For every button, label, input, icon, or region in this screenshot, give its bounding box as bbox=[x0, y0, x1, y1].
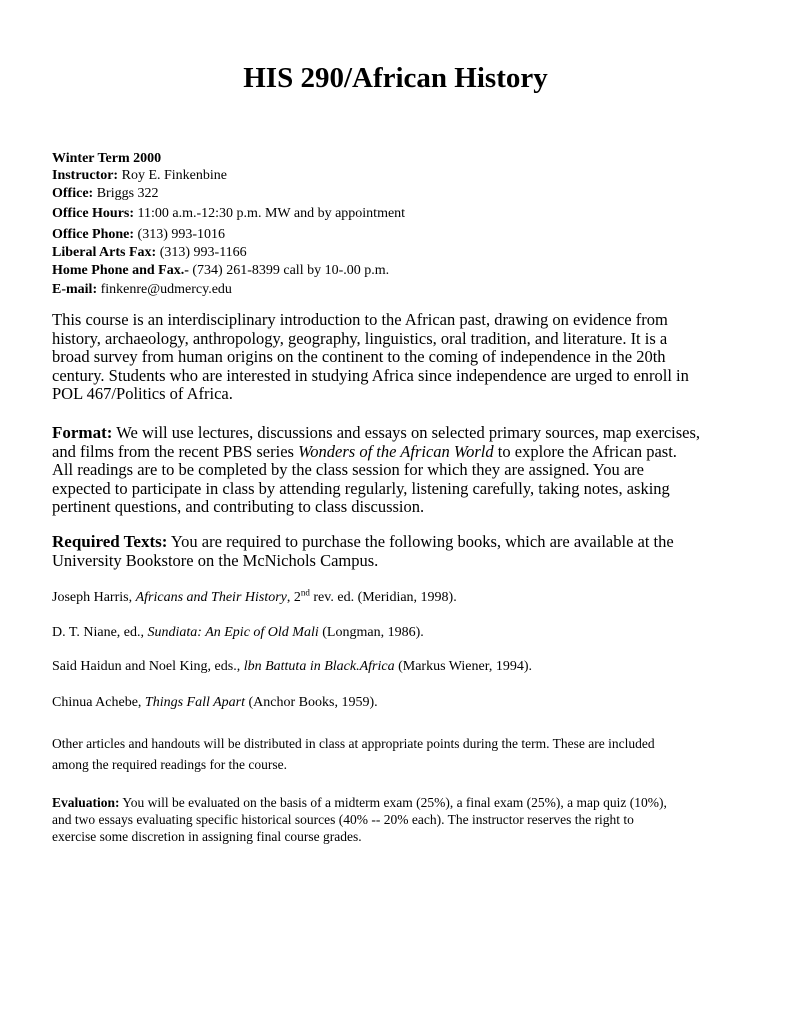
instructor-label: Instructor: bbox=[52, 168, 119, 183]
required-texts-heading: Required Texts: bbox=[52, 532, 168, 551]
required-line bbox=[52, 533, 772, 552]
pbs-series-title: Wonders of the African World bbox=[298, 441, 494, 461]
other-line: among the required readings for the course. bbox=[52, 757, 288, 772]
book-title: lbn Battuta in Black.Africa bbox=[243, 659, 395, 674]
office-line bbox=[52, 185, 159, 202]
home-line bbox=[52, 262, 389, 279]
page-title: HIS 290/African History bbox=[243, 62, 548, 94]
phone-value: (313) 993-1016 bbox=[134, 227, 226, 242]
term: Winter Term 2000 bbox=[52, 151, 162, 166]
format-line: All readings are to be completed by the class session for which they are assigned. You are bbox=[52, 460, 645, 480]
format-text: and films from the recent PBS series bbox=[52, 441, 299, 461]
intro-line: history, archaeology, anthropology, geography, linguistics, oral tradition, and literature. It is a bbox=[52, 328, 668, 348]
book-details: (Anchor Books, 1959). bbox=[245, 695, 378, 710]
book-author: Chinua Achebe, bbox=[52, 695, 145, 710]
evaluation-line: exercise some discretion in assigning final course grades. bbox=[52, 829, 362, 844]
home-label: Home Phone and Fax.- bbox=[52, 263, 189, 278]
book-item bbox=[52, 589, 457, 606]
email-label: E-mail: bbox=[52, 282, 98, 297]
book-details: (Markus Wiener, 1994). bbox=[394, 659, 532, 674]
book-title: Things Fall Apart bbox=[144, 695, 246, 710]
intro-paragraph bbox=[52, 311, 772, 404]
instructor-line bbox=[52, 167, 227, 184]
format-line bbox=[52, 424, 772, 443]
required-texts-paragraph bbox=[52, 533, 772, 570]
hours-line bbox=[52, 205, 405, 222]
book-details: rev. ed. (Meridian, 1998). bbox=[309, 590, 457, 605]
book-item bbox=[52, 694, 378, 711]
hours-value: 11:00 a.m.-12:30 p.m. MW and by appointment bbox=[134, 206, 406, 221]
fax-label: Liberal Arts Fax: bbox=[52, 245, 157, 260]
instructor-name: Roy E. Finkenbine bbox=[118, 168, 227, 183]
book-item bbox=[52, 658, 532, 675]
other-readings-paragraph bbox=[52, 733, 772, 775]
format-paragraph bbox=[52, 424, 772, 517]
book-title: Sundiata: An Epic of Old Mali bbox=[147, 625, 319, 640]
book-title: Africans and Their History bbox=[135, 590, 287, 605]
evaluation-line bbox=[52, 794, 772, 811]
book-details: , 2 bbox=[286, 590, 301, 605]
phone-label: Office Phone: bbox=[52, 227, 135, 242]
format-text: to explore the African past. bbox=[493, 441, 677, 461]
book-edition-sup: nd bbox=[300, 587, 310, 598]
email-value: finkenre@udmercy.edu bbox=[97, 282, 232, 297]
book-author: D. T. Niane, ed., bbox=[52, 625, 148, 640]
other-line: Other articles and handouts will be distributed in class at appropriate points during the term. These are included bbox=[52, 736, 655, 751]
book-author: Joseph Harris, bbox=[52, 590, 136, 605]
format-text: We will use lectures, discussions and essays on selected primary sources, map exercises, bbox=[112, 423, 701, 442]
format-line bbox=[52, 443, 772, 462]
book-author: Said Haidun and Noel King, eds., bbox=[52, 659, 244, 674]
evaluation-paragraph bbox=[52, 794, 772, 845]
email-line bbox=[52, 281, 232, 298]
intro-line: broad survey from human origins on the continent to the coming of independence in the 20th bbox=[52, 347, 666, 367]
book-details: (Longman, 1986). bbox=[318, 625, 424, 640]
evaluation-text: You will be evaluated on the basis of a midterm exam (25%), a final exam (25%), a map quiz (10%), bbox=[119, 795, 667, 810]
evaluation-heading: Evaluation: bbox=[52, 795, 120, 810]
fax-value: (313) 993-1166 bbox=[156, 245, 247, 260]
evaluation-line: and two essays evaluating specific historical sources (40% -- 20% each). The instructor reserves the right to bbox=[52, 812, 634, 827]
phone-line bbox=[52, 226, 225, 243]
intro-line: POL 467/Politics of Africa. bbox=[52, 384, 233, 404]
book-item bbox=[52, 624, 424, 641]
office-label: Office: bbox=[52, 186, 94, 201]
format-line: pertinent questions, and contributing to class discussion. bbox=[52, 497, 425, 517]
office-value: Briggs 322 bbox=[93, 186, 159, 201]
fax-line bbox=[52, 244, 247, 261]
format-line: expected to participate in class by attending regularly, listening carefully, taking notes, asking bbox=[52, 478, 670, 498]
intro-line: This course is an interdisciplinary introduction to the African past, drawing on evidence from bbox=[52, 310, 668, 329]
home-value: (734) 261-8399 call by 10-.00 p.m. bbox=[188, 263, 390, 278]
required-text: You are required to purchase the following books, which are available at the bbox=[167, 532, 674, 551]
required-line: University Bookstore on the McNichols Campus. bbox=[52, 550, 379, 570]
format-heading: Format: bbox=[52, 423, 113, 442]
hours-label: Office Hours: bbox=[52, 206, 135, 221]
intro-line: century. Students who are interested in studying Africa since independence are urged to enroll in bbox=[52, 365, 689, 385]
